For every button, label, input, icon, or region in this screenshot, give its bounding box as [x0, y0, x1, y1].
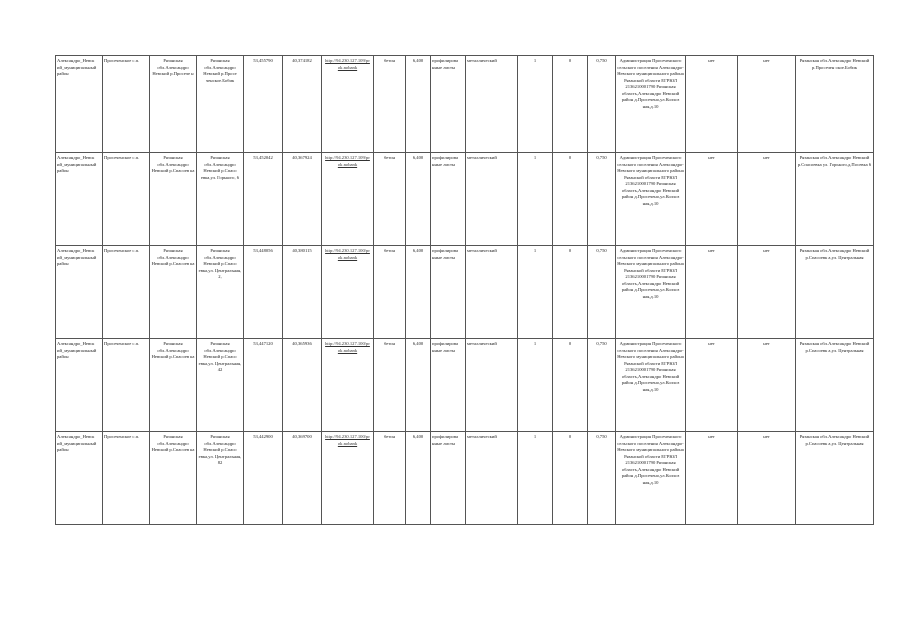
address-cell: Рязанская обл.Александро Невский р.Спасо евка,ул. Центральная, 42	[197, 339, 244, 432]
map-link[interactable]: http://94.230.127.109/pr ok.nobank	[325, 58, 370, 70]
flag-a-cell: нет	[686, 56, 738, 153]
longitude-cell: 40,380115	[283, 246, 322, 339]
table-row	[56, 246, 874, 339]
owner-cell: Администрация Просеченского сельского поселения Александро-Невского муниципального района Рязанской области ЕГРЮЛ 2136210001790 Рязанская область,Александро Невский район д.Просечено,ул.Колхоз ная,д.10	[616, 56, 686, 153]
area-cell: 6,400	[406, 339, 431, 432]
settlement-cell: Просеченское с.п.	[103, 432, 150, 525]
region-cell: Рязанская обл.Александро Невский р.Спасоев ка	[150, 339, 197, 432]
kind-cell: металлический	[466, 153, 518, 246]
flag-b-cell: нет	[738, 339, 796, 432]
cover-cell: бетон	[374, 56, 406, 153]
kind-cell: металлический	[466, 56, 518, 153]
cover-cell: бетон	[374, 339, 406, 432]
flag-a-cell: нет	[686, 432, 738, 525]
region-cell: Рязанская обл.Александро Невский р.Просече н	[150, 56, 197, 153]
count-a-cell: 1	[518, 339, 553, 432]
cover-cell: бетон	[374, 153, 406, 246]
region-cell: Рязанская обл.Александро Невский р.Спасоев ка	[150, 246, 197, 339]
address-cell: Рязанская обл.Александро Невский р.Просе ченское.Бобик	[197, 56, 244, 153]
document-page	[55, 55, 874, 525]
link-cell	[322, 56, 374, 153]
flag-b-cell: нет	[738, 246, 796, 339]
flag-a-cell: нет	[686, 339, 738, 432]
area-cell: 6,400	[406, 56, 431, 153]
area-cell: 6,400	[406, 246, 431, 339]
table-row	[56, 432, 874, 525]
type-cell: профилирова нные листы	[431, 432, 466, 525]
cover-cell: бетон	[374, 246, 406, 339]
link-cell	[322, 432, 374, 525]
volume-cell: 0,750	[588, 246, 616, 339]
volume-cell: 0,750	[588, 339, 616, 432]
owner-cell: Администрация Просеченского сельского поселения Александро-Невского муниципального района Рязанской области ЕГРЮЛ 2136210001790 Рязанская область,Александро Невский район д.Просечено,ул.Колхоз ная,д.10	[616, 339, 686, 432]
district-cell: Александро_Невск ий_муниципальный район	[56, 153, 103, 246]
flag-a-cell: нет	[686, 246, 738, 339]
count-b-cell: 0	[553, 339, 588, 432]
longitude-cell: 40,369700	[283, 432, 322, 525]
link-cell	[322, 246, 374, 339]
flag-b-cell: нет	[738, 432, 796, 525]
owner-cell: Администрация Просеченского сельского поселения Александро-Невского муниципального района Рязанской области ЕГРЮЛ 2136210001790 Рязанская область,Александро Невский район д.Просечено,ул.Колхоз ная,д.10	[616, 246, 686, 339]
latitude-cell: 53,452042	[244, 153, 283, 246]
flag-b-cell: нет	[738, 153, 796, 246]
volume-cell: 0,750	[588, 432, 616, 525]
count-b-cell: 0	[553, 432, 588, 525]
owner-cell: Администрация Просеченского сельского поселения Александро-Невского муниципального района Рязанской области ЕГРЮЛ 2136210001790 Рязанская область,Александро Невский район д.Просечено,ул.Колхоз ная,д.10	[616, 432, 686, 525]
type-cell: профилирова нные листы	[431, 246, 466, 339]
count-a-cell: 1	[518, 432, 553, 525]
volume-cell: 0,750	[588, 56, 616, 153]
map-link[interactable]: http://94.230.127.109/pr ok.nobank	[325, 155, 370, 167]
region-cell: Рязанская обл.Александро Невский р.Спасоев ка	[150, 432, 197, 525]
count-b-cell: 0	[553, 56, 588, 153]
source-cell: Рязанская обл.Александро Невский р.Просечен ское.Бобик	[796, 56, 874, 153]
kind-cell: металлический	[466, 246, 518, 339]
type-cell: профилирова нные листы	[431, 339, 466, 432]
longitude-cell: 40,367924	[283, 153, 322, 246]
longitude-cell: 40,374182	[283, 56, 322, 153]
source-cell: Рязанская обл.Александро Невский р.Спасоевка ул. Горького,д.Посевка 6	[796, 153, 874, 246]
volume-cell: 0,750	[588, 153, 616, 246]
table-row	[56, 339, 874, 432]
source-cell: Рязанская обл.Александро Невский р.Спасоевк а,ул. Центральная	[796, 339, 874, 432]
settlement-cell: Просеченское с.п.	[103, 153, 150, 246]
district-cell: Александро_Невск ий_муниципальный район	[56, 56, 103, 153]
count-a-cell: 1	[518, 246, 553, 339]
link-cell	[322, 339, 374, 432]
link-cell	[322, 153, 374, 246]
map-link[interactable]: http://94.230.127.100/pr ok.nobank	[325, 248, 370, 260]
district-cell: Александро_Невск ий_муниципальный район	[56, 246, 103, 339]
region-cell: Рязанская обл.Александро Невский р.Спасоев ка	[150, 153, 197, 246]
latitude-cell: 53,448056	[244, 246, 283, 339]
kind-cell: металлический	[466, 432, 518, 525]
table-row	[56, 153, 874, 246]
owner-cell: Администрация Просеченского сельского поселения Александро-Невского муниципального района Рязанской области ЕГРЮЛ 2136210001790 Рязанская область,Александро Невский район д.Просечено,ул.Колхоз ная,д.10	[616, 153, 686, 246]
district-cell: Александро_Невск ий_муниципальный район	[56, 432, 103, 525]
count-a-cell: 1	[518, 153, 553, 246]
count-a-cell: 1	[518, 56, 553, 153]
area-cell: 6,400	[406, 432, 431, 525]
address-cell: Рязанская обл.Александро Невский р.Спасо евка,ул. Горького, 6	[197, 153, 244, 246]
address-cell: Рязанская обл.Александро Невский р.Спасо евка,ул. Центральная, 2,	[197, 246, 244, 339]
source-cell: Рязанская обл.Александро Невский р.Спасоевк а,ул. Центральная	[796, 432, 874, 525]
count-b-cell: 0	[553, 246, 588, 339]
cover-cell: бетон	[374, 432, 406, 525]
latitude-cell: 53,442900	[244, 432, 283, 525]
source-cell: Рязанская обл.Александро Невский р.Спасоевк а,ул. Центральная	[796, 246, 874, 339]
map-link[interactable]: http://94.230.127.100/pr ok.nobank	[325, 341, 370, 353]
table-body	[56, 56, 874, 525]
flag-b-cell: нет	[738, 56, 796, 153]
settlement-cell: Просеченское с.п.	[103, 56, 150, 153]
area-cell: 6,400	[406, 153, 431, 246]
type-cell: профилирова нные листы	[431, 153, 466, 246]
type-cell: профилирова нные листы	[431, 56, 466, 153]
district-cell: Александро_Невск ий_муниципальный район	[56, 339, 103, 432]
longitude-cell: 40,365936	[283, 339, 322, 432]
flag-a-cell: нет	[686, 153, 738, 246]
address-cell: Рязанская обл.Александро Невский р.Спасо евка,ул. Центральная, 82	[197, 432, 244, 525]
kind-cell: металлический	[466, 339, 518, 432]
map-link[interactable]: http://94.230.127.100/pr ok.nobank	[325, 434, 370, 446]
table-row	[56, 56, 874, 153]
data-table	[55, 55, 874, 525]
latitude-cell: 53,455790	[244, 56, 283, 153]
settlement-cell: Просеченское с.п.	[103, 246, 150, 339]
latitude-cell: 53,447120	[244, 339, 283, 432]
count-b-cell: 0	[553, 153, 588, 246]
settlement-cell: Просеченское с.п.	[103, 339, 150, 432]
